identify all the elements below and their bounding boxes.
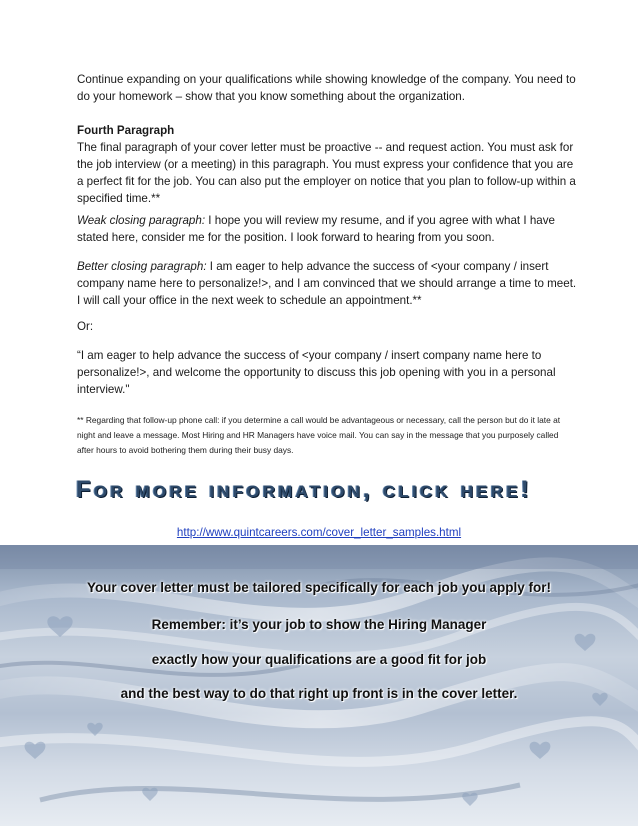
more-information-banner[interactable]: For more information, click here!	[76, 476, 532, 503]
tip-line-3: exactly how your qualifications are a good fit for job	[151, 652, 487, 667]
weak-closing-label: Weak closing paragraph:	[77, 214, 206, 227]
tip-line-4: and the best way to do that right up front is in the cover letter.	[120, 686, 518, 701]
alternative-closing-text: “I am eager to help advance the success of <your company / insert company name here to personalize!>, and welcome the opportunity to discuss this job opening with you in a personal interview."	[77, 349, 556, 396]
or-label	[77, 318, 577, 335]
intro-paragraph	[77, 71, 577, 105]
cover-letter-samples-link[interactable]: http://www.quintcareers.com/cover_letter_samples.html	[176, 526, 462, 539]
weak-closing-paragraph	[77, 212, 577, 246]
or-text: Or:	[77, 320, 94, 333]
fourth-paragraph-section	[77, 122, 577, 207]
better-closing-paragraph	[77, 258, 577, 309]
better-closing-text: I am eager to help advance the success of <your company / insert company name here to personalize!>, and I am convinced that we should arrange a time to meet. I will call your office in the next week to schedule an appointment.**	[77, 260, 577, 307]
weak-closing-text: I hope you will review my resume, and if you agree with what I have stated here, consider me for the position. I look forward to hearing from you soon.	[77, 214, 555, 244]
alternative-closing-quote	[77, 347, 577, 398]
fourth-paragraph-heading: Fourth Paragraph	[77, 124, 175, 137]
intro-text: Continue expanding on your qualifications while showing knowledge of the company. You need to do your homework – show that you know something about the organization.	[77, 73, 576, 103]
tip-line-2: Remember: it’s your job to show the Hiring Manager	[151, 617, 487, 632]
tip-line-1: Your cover letter must be tailored specifically for each job you apply for!	[86, 580, 552, 595]
footnote: ** Regarding that follow-up phone call: if you determine a call would be advantageous or necessary, call the person but do it late at night and leave a message. Most Hiring and HR Managers have voice mail. You can say in the message that you purposely called after hours to avoid bothering them during their busy days.	[77, 415, 561, 455]
fourth-paragraph-text: The final paragraph of your cover letter must be proactive -- and request action. You must ask for the job interview (or a meeting) in this paragraph. You must express your confidence that you are a perfect fit for the job. You can also put the employer on notice that you plan to follow-up within a specified time.**	[77, 141, 576, 205]
better-closing-label: Better closing paragraph:	[77, 260, 207, 273]
